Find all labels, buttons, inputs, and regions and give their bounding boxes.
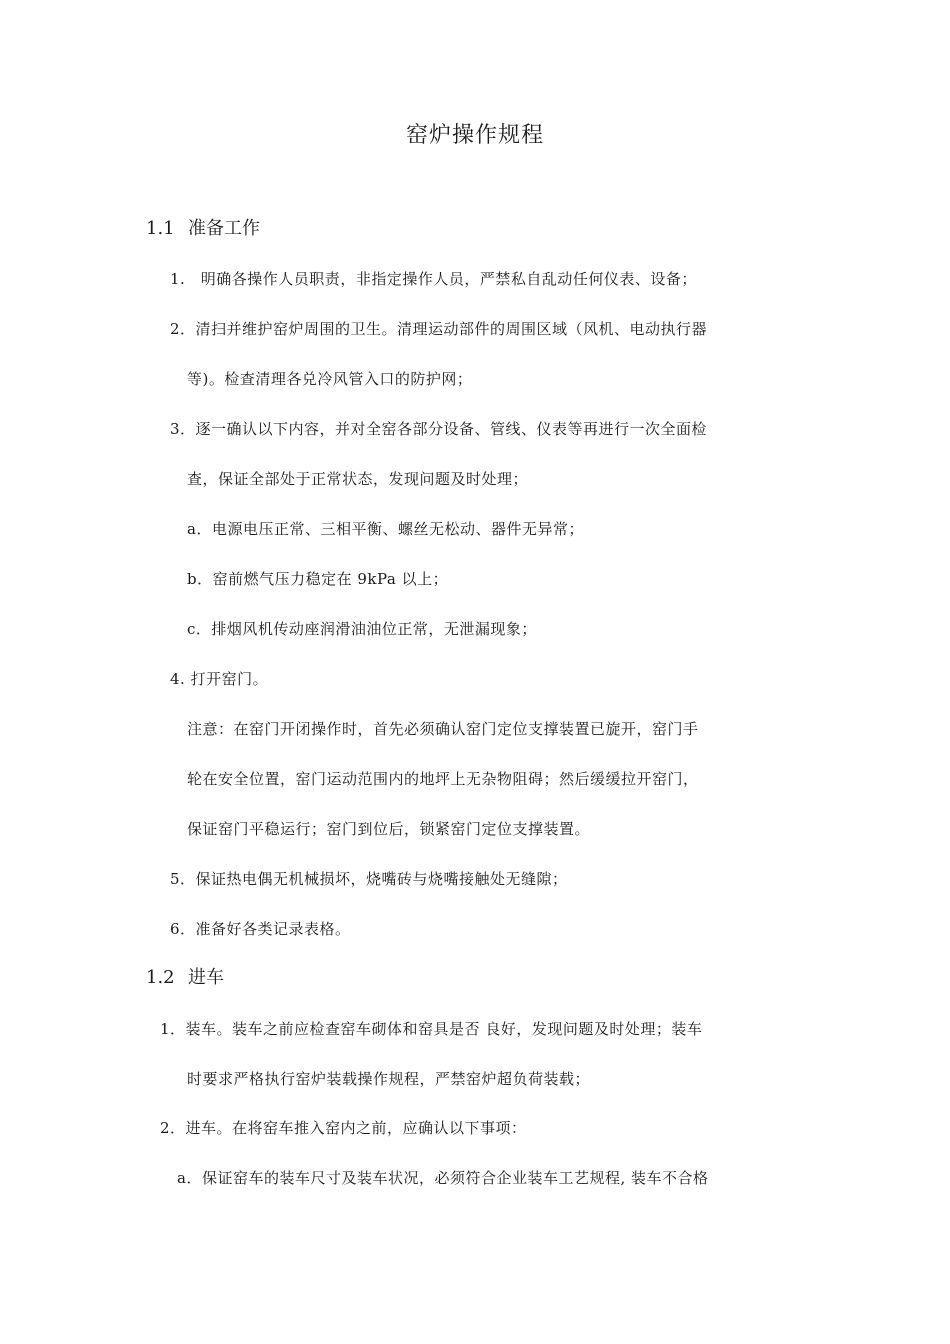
paragraph-line: 2．进车。在将窑车推入窑内之前，应确认以下事项：	[160, 1119, 527, 1137]
paragraph-line: a．电源电压正常、三相平衡、螺丝无松动、器件无异常；	[187, 520, 584, 538]
paragraph-line: 查，保证全部处于正常状态，发现问题及时处理；	[187, 470, 529, 488]
paragraph-line: 5．保证热电偶无机械损坏，烧嘴砖与烧嘴接触处无缝隙；	[170, 870, 568, 888]
paragraph-line: c．排烟风机传动座润滑油油位正常，无泄漏现象；	[187, 620, 537, 638]
paragraph-line: 轮在安全位置，窑门运动范围内的地坪上无杂物阻碍；然后缓缓拉开窑门，	[187, 770, 699, 788]
section-number: 1.1	[146, 218, 175, 239]
section-title: 准备工作	[188, 218, 260, 239]
paragraph-line: 注意：在窑门开闭操作时，首先必须确认窑门定位支撑装置已旋开，窑门手	[187, 720, 699, 738]
paragraph-line: 等)。检查清理各兑冷风管入口的防护网；	[187, 370, 473, 388]
section-title: 进车	[188, 967, 224, 988]
section-heading-1-1	[146, 214, 260, 240]
paragraph-line: 1．装车。装车之前应检查窑车砌体和窑具是否 良好，发现问题及时处理；装车	[160, 1020, 703, 1038]
section-heading-1-2	[146, 963, 224, 989]
paragraph-line: 6．准备好各类记录表格。	[170, 920, 351, 938]
section-number: 1.2	[146, 967, 175, 988]
paragraph-line: 2．清扫并维护窑炉周围的卫生。清理运动部件的周围区域（风机、电动执行器	[170, 320, 708, 338]
paragraph-line: a．保证窑车的装车尺寸及装车状况，必须符合企业装车工艺规程, 装车不合格	[177, 1169, 709, 1187]
paragraph-line: 1. 明确各操作人员职责，非指定操作人员，严禁私自乱动任何仪表、设备；	[170, 270, 697, 288]
paragraph-line: b．窑前燃气压力稳定在 9kPa 以上；	[187, 570, 449, 588]
paragraph-line: 保证窑门平稳运行；窑门到位后，锁紧窑门定位支撑装置。	[187, 820, 591, 838]
paragraph-line: 3．逐一确认以下内容，并对全窑各部分设备、管线、仪表等再进行一次全面检	[170, 420, 708, 438]
paragraph-line: 4. 打开窑门。	[170, 670, 269, 688]
paragraph-line: 时要求严格执行窑炉装载操作规程，严禁窑炉超负荷装载；	[187, 1070, 591, 1088]
document-title: 窑炉操作规程	[405, 123, 544, 148]
